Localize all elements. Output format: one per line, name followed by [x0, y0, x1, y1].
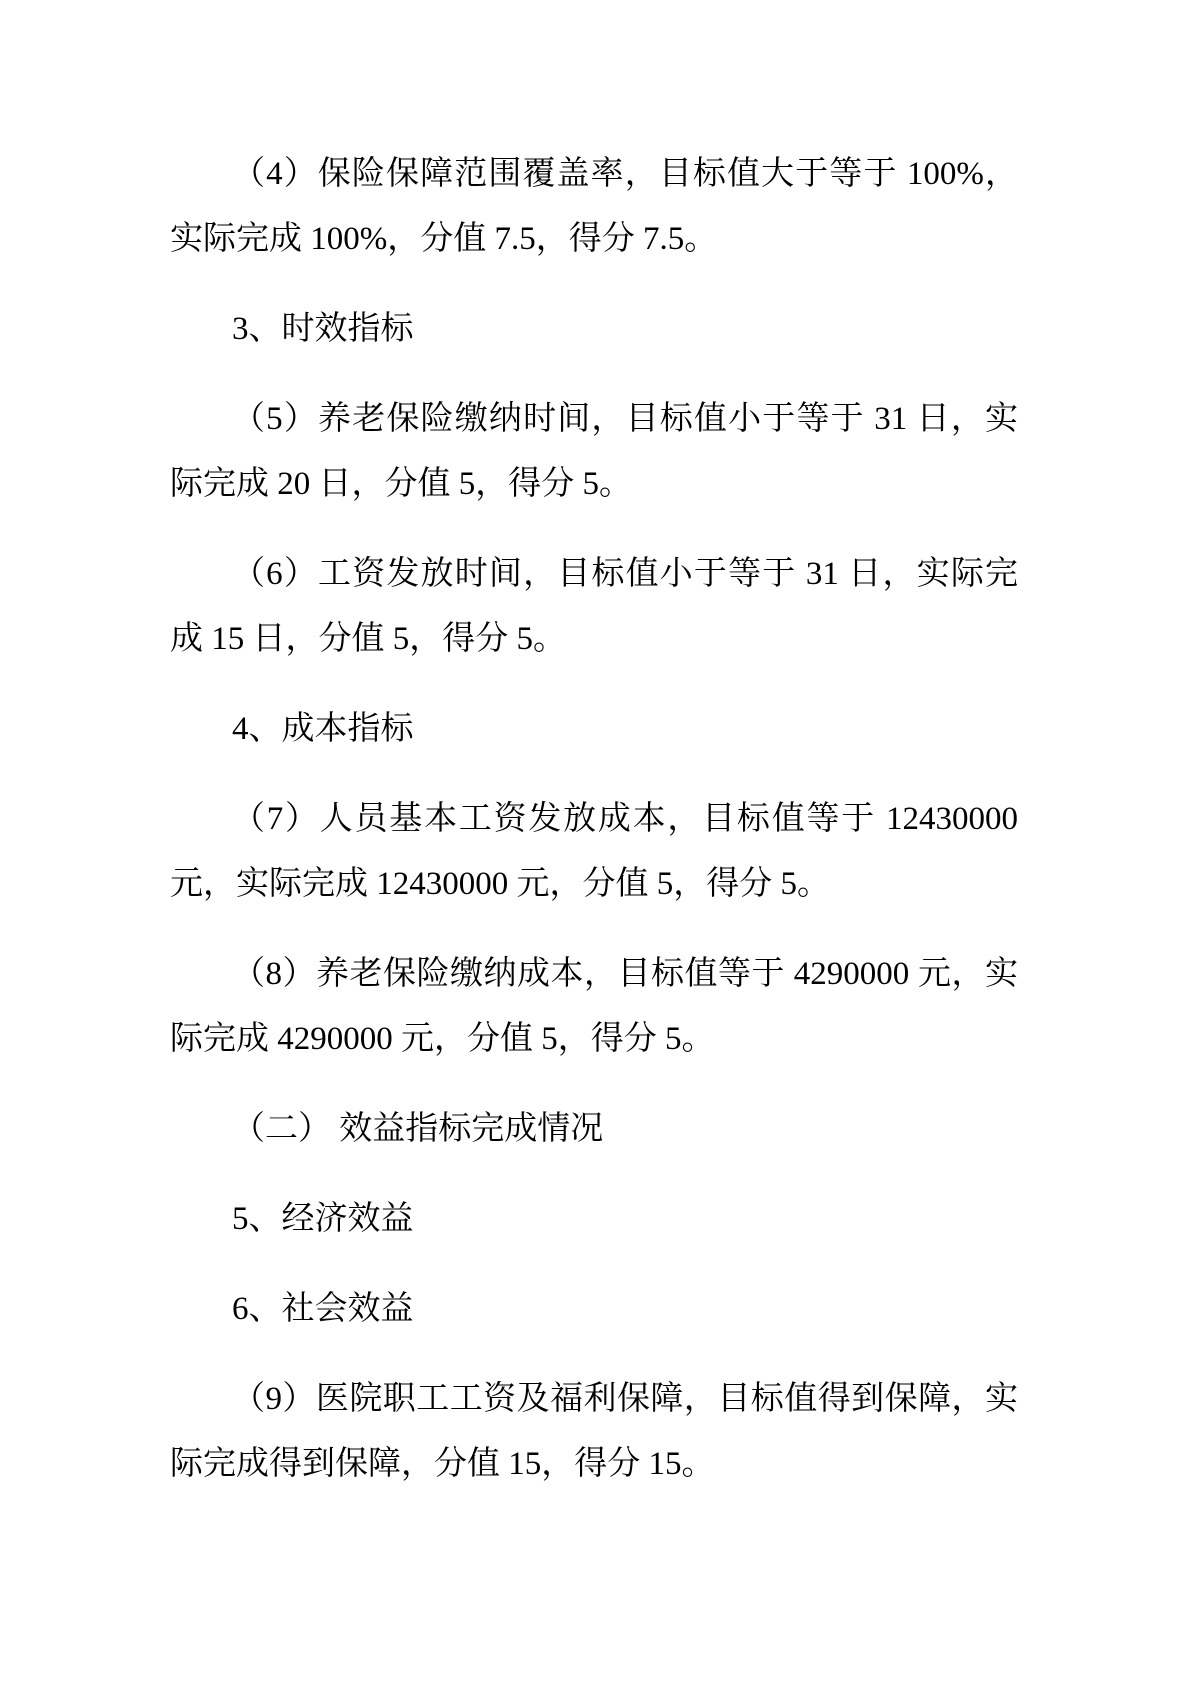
para-4-insurance-coverage-rate: （4）保险保障范围覆盖率，目标值大于等于 100%，实际完成 100%，分值 7.5，得分 7.5。: [170, 156, 1018, 257]
heading-6-social-benefit: 6、社会效益: [232, 1291, 414, 1327]
para-8-pension-insurance-payment-cost: （8）养老保险缴纳成本，目标值等于 4290000 元，实际完成 4290000 元，分值 5，得分 5。: [170, 956, 1018, 1057]
para-9-staff-salary-welfare-guarantee: （9）医院职工工资及福利保障，目标值得到保障，实际完成得到保障，分值 15，得分 15。: [170, 1381, 1018, 1482]
document-content: [170, 142, 1018, 1522]
para-7-basic-salary-payment-cost: （7）人员基本工资发放成本，目标值等于 12430000 元，实际完成 12430000 元，分值 5，得分 5。: [170, 801, 1019, 902]
heading-section-2-benefit-indicators-completion: （二） 效益指标完成情况: [232, 1111, 604, 1147]
para-6-salary-payment-time: （6）工资发放时间，目标值小于等于 31 日，实际完成 15 日，分值 5，得分 5。: [170, 556, 1018, 657]
heading-4-cost-indicators: 4、成本指标: [232, 711, 414, 747]
para-5-pension-insurance-payment-time: （5）养老保险缴纳时间，目标值小于等于 31 日，实际完成 20 日，分值 5，得分 5。: [170, 401, 1018, 502]
heading-3-timeliness-indicators: 3、时效指标: [232, 311, 414, 347]
heading-5-economic-benefit: 5、经济效益: [232, 1201, 414, 1237]
